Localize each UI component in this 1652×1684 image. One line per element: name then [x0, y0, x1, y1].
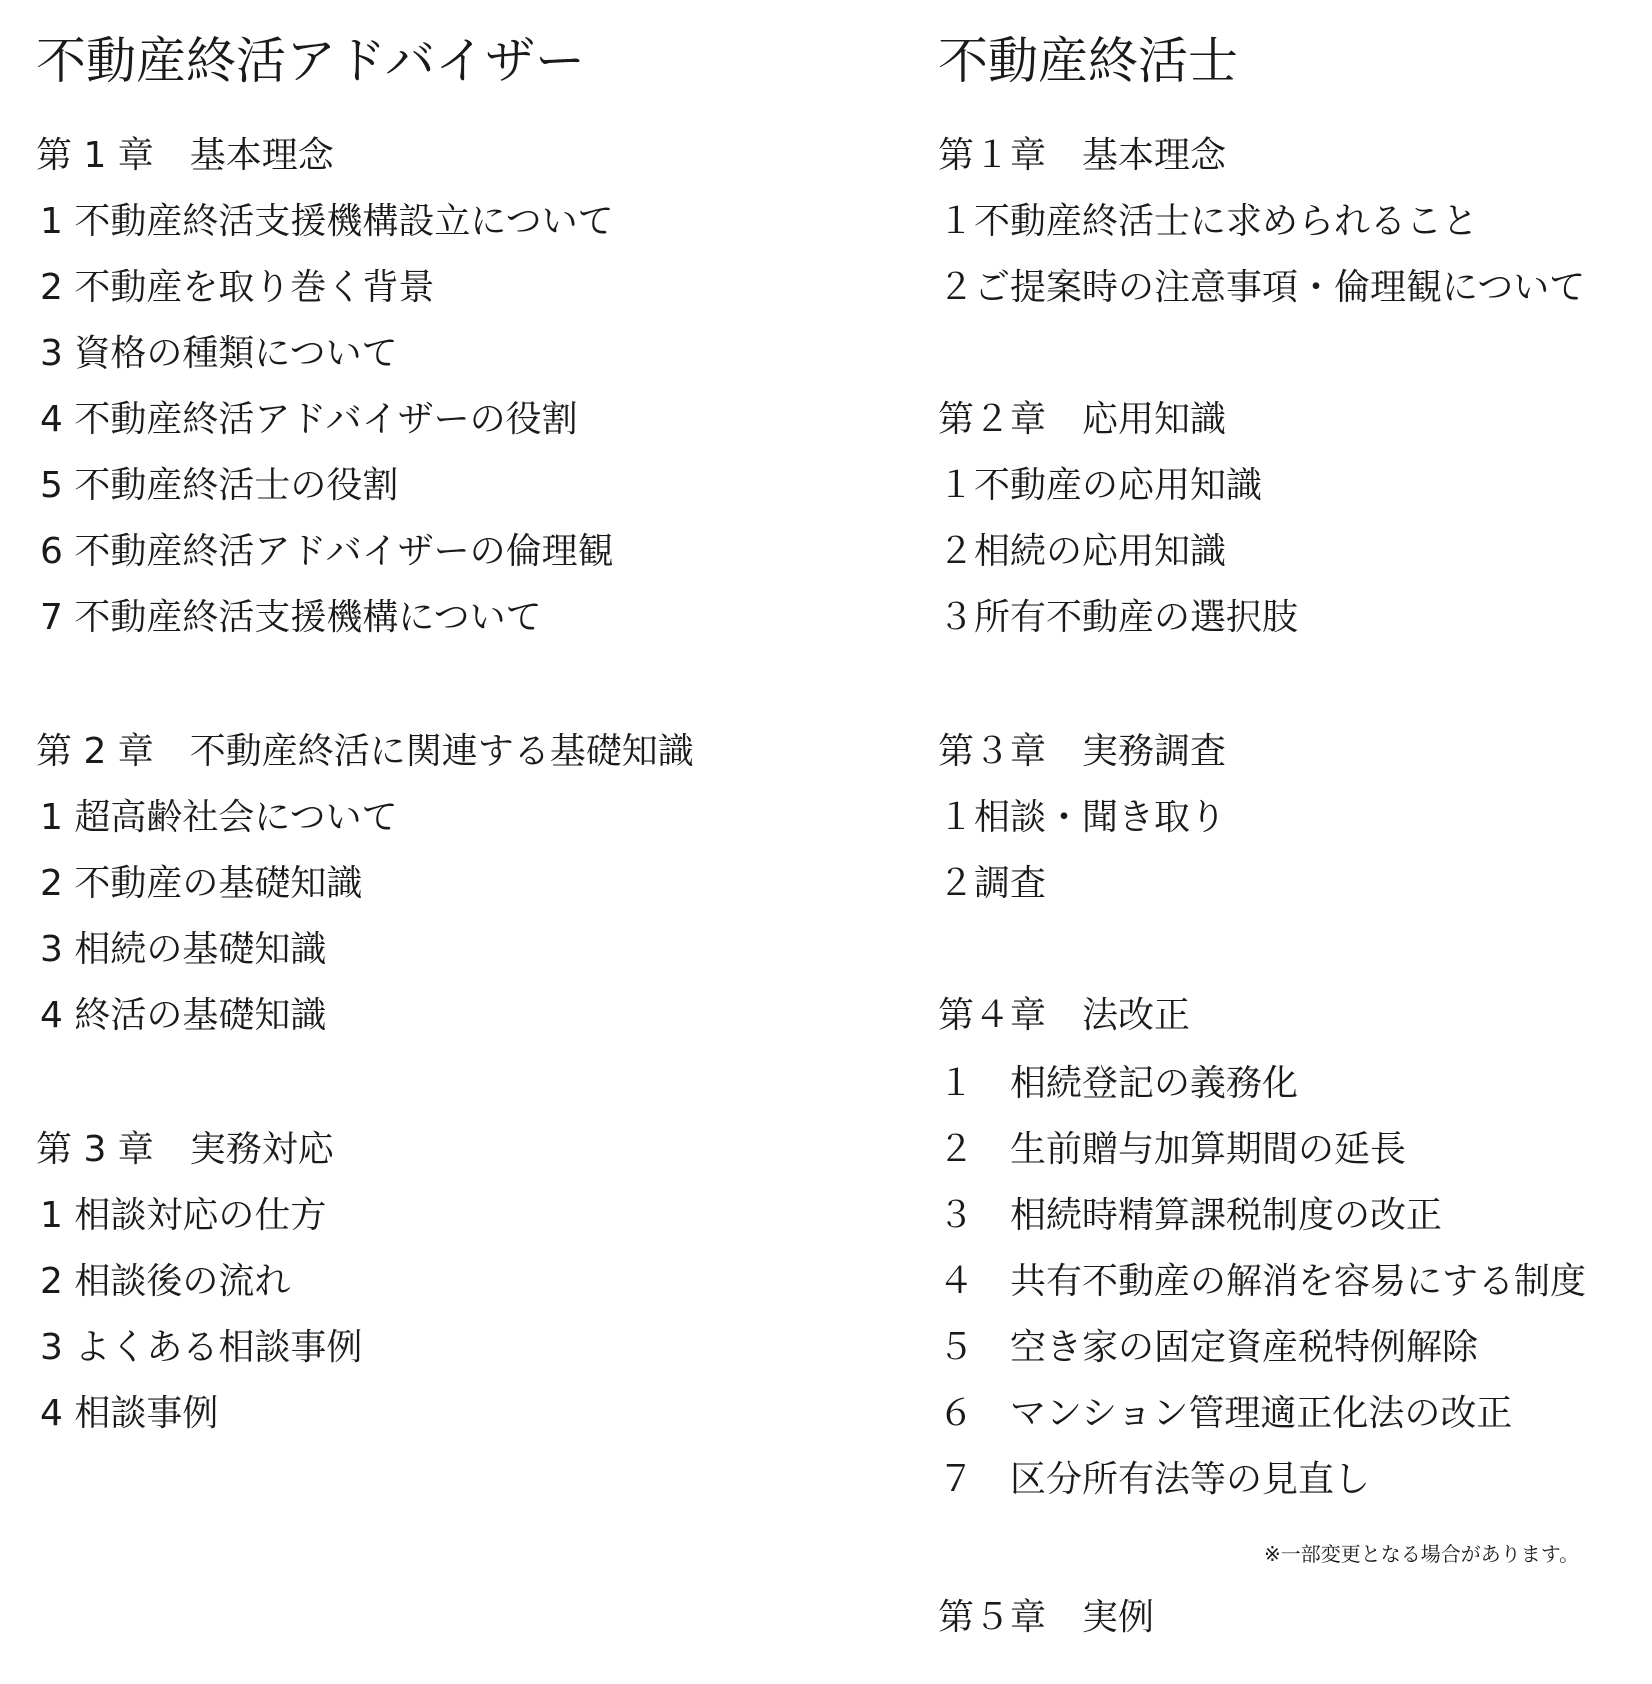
left-chapter-3-item: 2 相談後の流れ — [40, 1261, 291, 1302]
right-chapter-4-heading: 第４章 法改正 — [938, 995, 1191, 1036]
left-chapter-2-item: 3 相続の基礎知識 — [40, 929, 327, 970]
right-chapter-3-item: １相談・聞き取り — [938, 797, 1227, 838]
right-chapter-2-heading: 第２章 応用知識 — [938, 399, 1227, 440]
right-chapter-1-heading: 第１章 基本理念 — [938, 135, 1227, 176]
right-chapter-2-item: ３所有不動産の選択肢 — [938, 597, 1299, 638]
left-chapter-1-item: 4 不動産終活アドバイザーの役割 — [40, 399, 578, 440]
left-chapter-3-item: 3 よくある相談事例 — [40, 1327, 363, 1368]
left-chapter-2-item: 4 終活の基礎知識 — [40, 995, 327, 1036]
left-chapter-1-item: 5 不動産終活士の役割 — [40, 465, 399, 506]
left-chapter-2-heading: 第 2 章 不動産終活に関連する基礎知識 — [36, 731, 694, 772]
right-chapter-4-item: ３ 相続時精算課税制度の改正 — [938, 1195, 1443, 1236]
left-chapter-3-heading: 第 3 章 実務対応 — [36, 1129, 334, 1170]
right-chapter-1-item: ２ご提案時の注意事項・倫理観について — [938, 267, 1586, 308]
right-chapter-3-heading: 第３章 実務調査 — [938, 731, 1227, 772]
left-chapter-2-item: 1 超高齢社会について — [40, 797, 398, 838]
right-chapter-1-item: １不動産終活士に求められること — [938, 201, 1479, 242]
left-course-title: 不動産終活アドバイザー — [36, 32, 585, 90]
right-chapter-4-item: １ 相続登記の義務化 — [938, 1063, 1299, 1104]
right-chapter-2-item: １不動産の応用知識 — [938, 465, 1263, 506]
left-chapter-2-item: 2 不動産の基礎知識 — [40, 863, 363, 904]
right-chapter-4-item: ７ 区分所有法等の見直し — [938, 1459, 1371, 1500]
left-chapter-1-item: 3 資格の種類について — [40, 333, 398, 374]
right-chapter-4-item: ２ 生前贈与加算期間の延長 — [938, 1129, 1407, 1170]
left-chapter-1-item: 1 不動産終活支援機構設立について — [40, 201, 614, 242]
left-chapter-3-item: 4 相談事例 — [40, 1393, 219, 1434]
right-chapter-5-heading: 第５章 実例 — [938, 1597, 1155, 1638]
left-chapter-1-item: 6 不動産終活アドバイザーの倫理観 — [40, 531, 614, 572]
right-chapter-3-item: ２調査 — [938, 863, 1047, 904]
left-chapter-1-heading: 第 1 章 基本理念 — [36, 135, 334, 176]
left-chapter-3-item: 1 相談対応の仕方 — [40, 1195, 327, 1236]
right-chapter-2-item: ２相続の応用知識 — [938, 531, 1227, 572]
right-chapter-4-item: ６ マンション管理適正化法の改正 — [938, 1393, 1513, 1434]
change-notice: ※一部変更となる場合があります。 — [1264, 1542, 1580, 1566]
left-chapter-1-item: 2 不動産を取り巻く背景 — [40, 267, 435, 308]
right-course-title: 不動産終活士 — [938, 32, 1238, 90]
right-chapter-4-item: ４ 共有不動産の解消を容易にする制度 — [938, 1261, 1587, 1302]
left-chapter-1-item: 7 不動産終活支援機構について — [40, 597, 542, 638]
right-chapter-4-item: ５ 空き家の固定資産税特例解除 — [938, 1327, 1479, 1368]
